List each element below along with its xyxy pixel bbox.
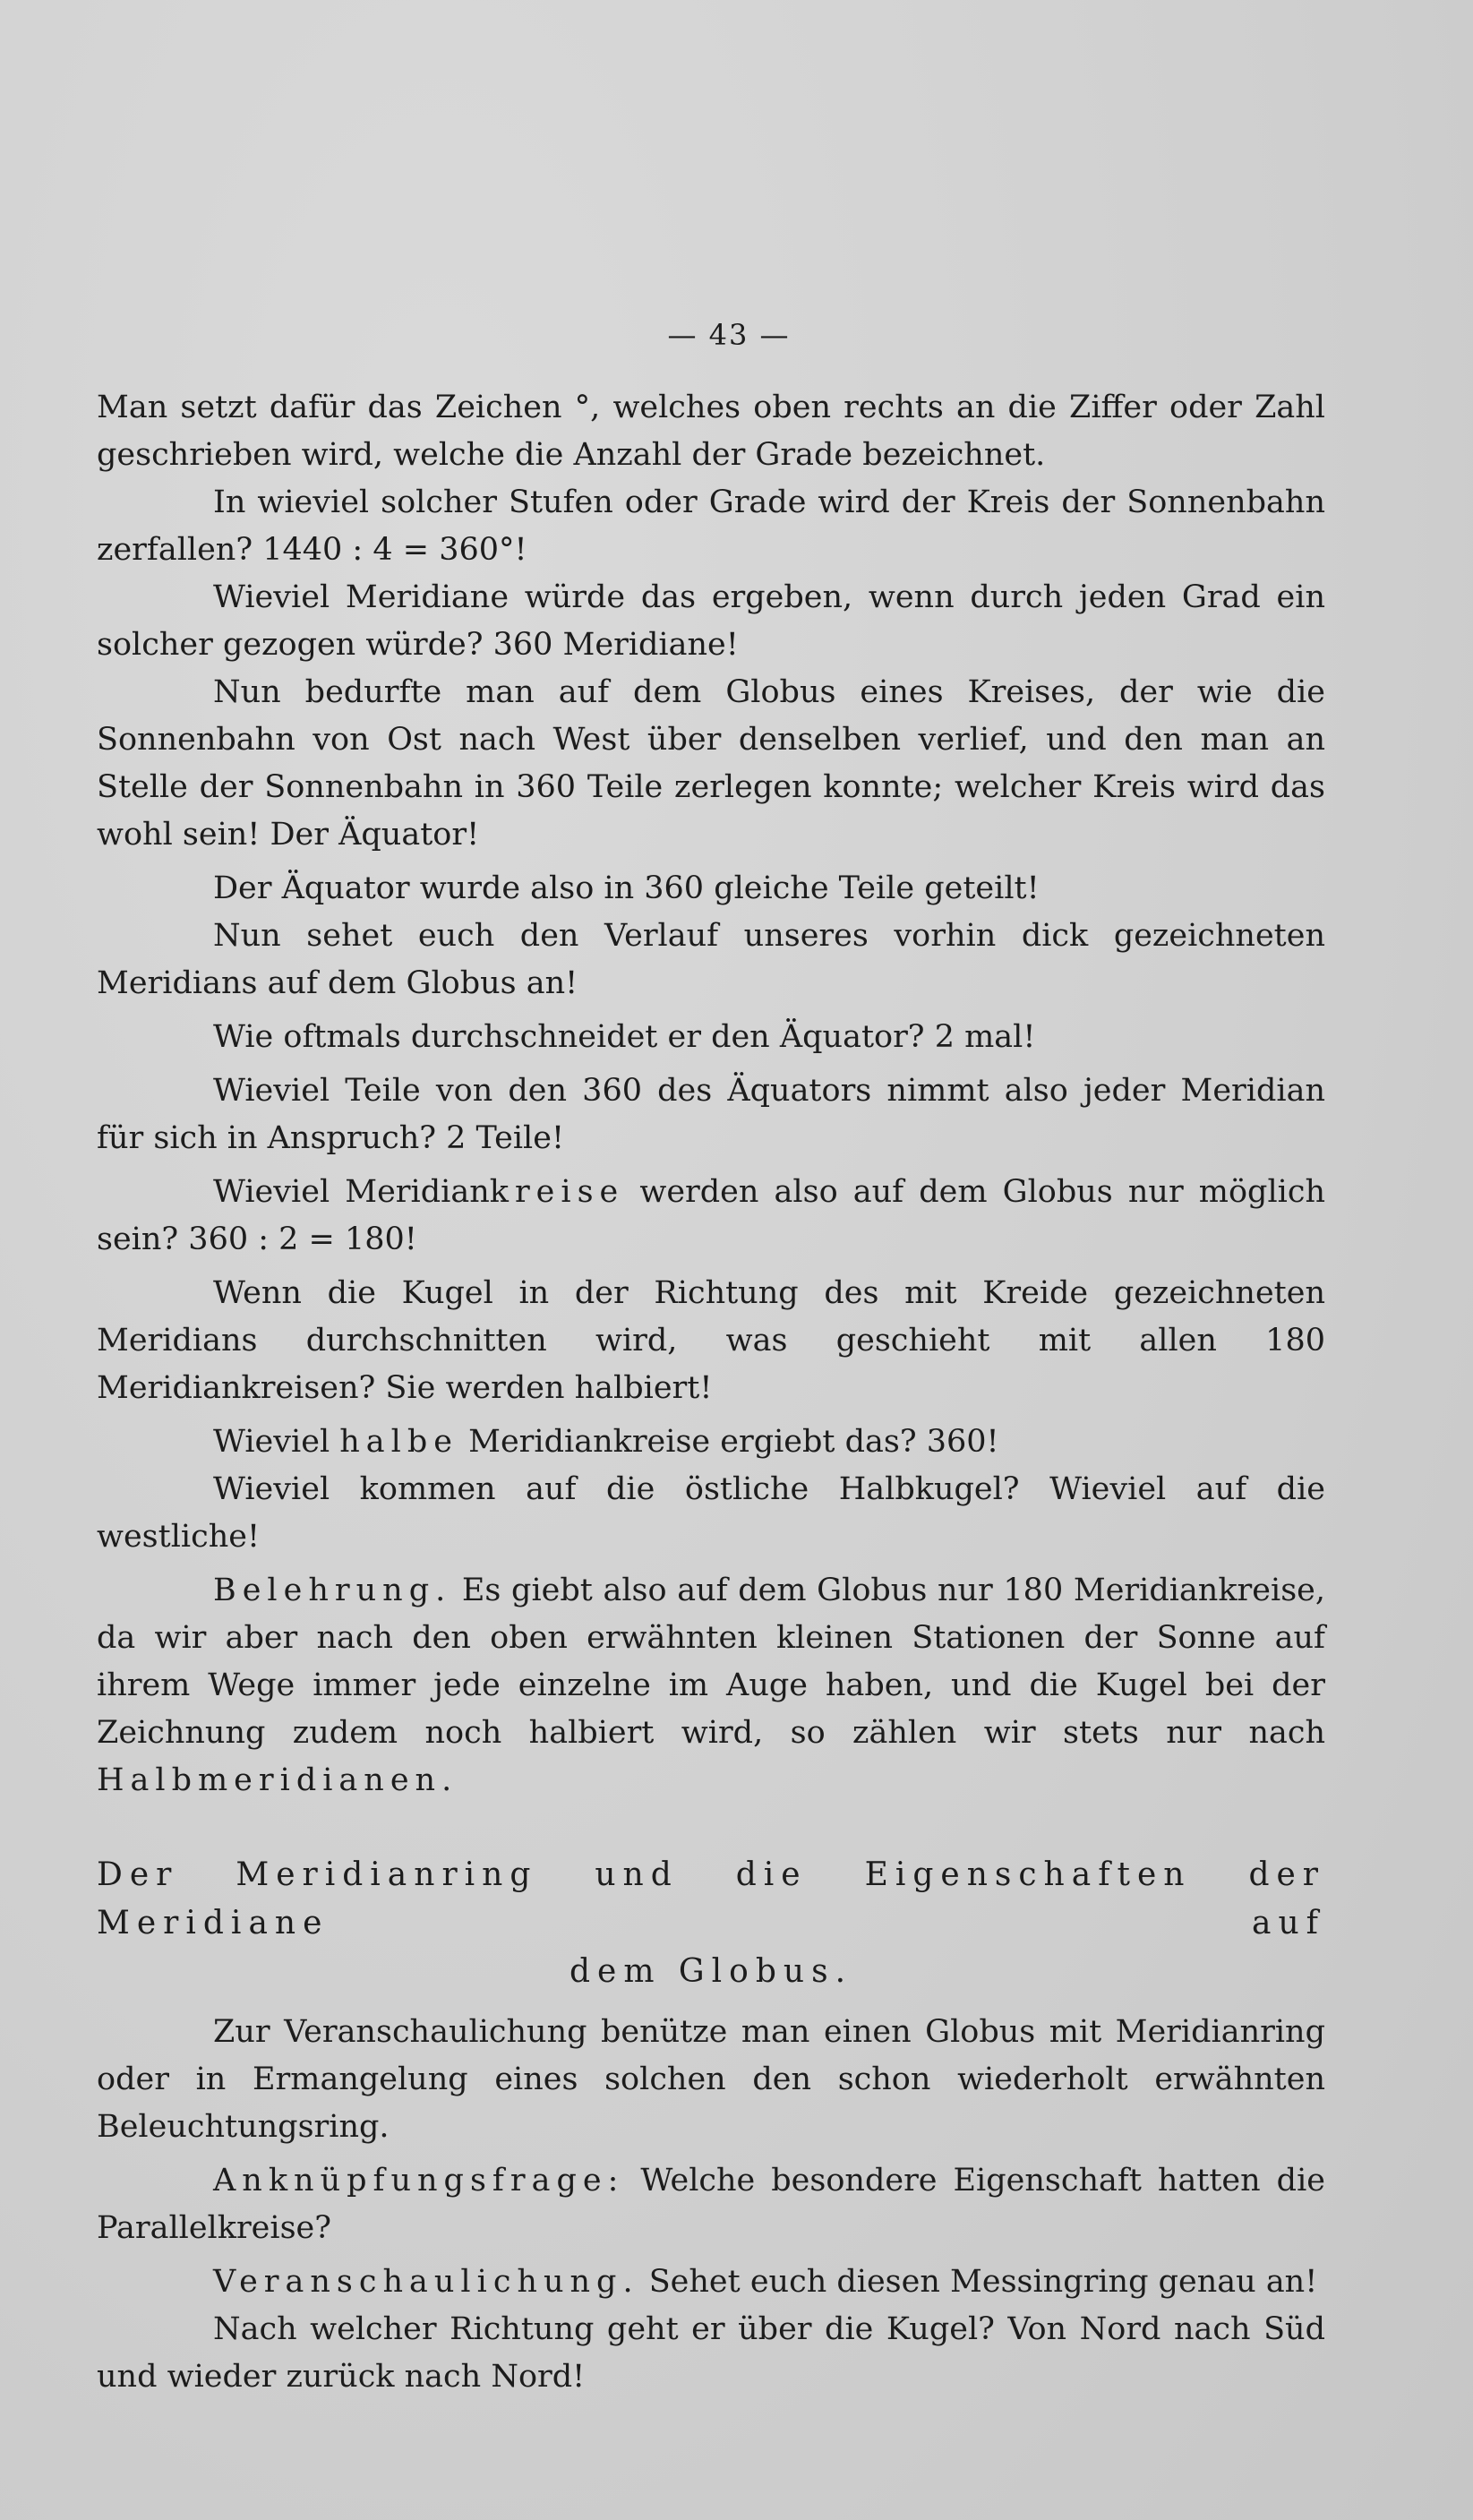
paragraph xyxy=(97,1419,1325,1466)
paragraph: Nun sehet euch den Verlauf unseres vorhin dick gezeichneten Meridians auf dem Globus an! xyxy=(97,918,1325,1001)
paragraph: Wenn die Kugel in der Richtung des mit Kreide gezeichneten Meridians durchschnitten wird, was geschieht mit allen 180 Meridiankreisen? Sie werden halbiert! xyxy=(97,1275,1325,1406)
paragraph: Zur Veranschaulichung benütze man einen Globus mit Meridianring oder in Ermangelung eines solchen den schon wiederholt erwähnten Beleuchtungsring. xyxy=(97,2014,1325,2145)
text-run: Wieviel xyxy=(213,1424,340,1460)
paragraph: In wieviel solcher Stufen oder Grade wird der Kreis der Sonnenbahn zerfallen? 1440 : 4 = 360°! xyxy=(97,484,1325,568)
paragraph xyxy=(97,1567,1325,1804)
spaced-text: halbe xyxy=(339,1424,458,1460)
section-heading xyxy=(97,1851,1325,1996)
book-page xyxy=(97,318,1325,2401)
paragraph: Wieviel Meridiane würde das ergeben, wenn durch jeden Grad ein solcher gezogen würde? 360 Meridiane! xyxy=(97,579,1325,663)
section-heading-line: dem Globus. xyxy=(569,1953,853,1990)
paragraph: Man setzt dafür das Zeichen °, welches oben rechts an die Ziffer oder Zahl geschrieben wird, welche die Anzahl der Grade bezeichnet. xyxy=(97,390,1325,473)
paragraph: Wieviel Teile von den 360 des Äquators nimmt also jeder Meridian für sich in Anspruch? 2 Teile! xyxy=(97,1073,1325,1156)
text-run: Es giebt also auf dem Globus nur 180 Meridiankreise, da wir aber nach den oben erwähnten kleinen Stationen der Sonne auf ihrem Wege immer jede einzelne im Auge haben, und die Kugel bei der Zeichnung zudem noch halbiert wird, so zählen wir stets nur nach xyxy=(97,1573,1325,1751)
paragraph xyxy=(97,2157,1325,2252)
paragraph xyxy=(97,2259,1325,2306)
spaced-text: Veranschaulichung. xyxy=(213,2264,639,2300)
text-run: Meridiankreise ergiebt das? 360! xyxy=(458,1424,999,1460)
text-run: werden also auf dem Globus nur möglich sein? 360 : 2 = 180! xyxy=(97,1174,1325,1257)
paragraph: Der Äquator wurde also in 360 gleiche Teile geteilt! xyxy=(213,870,1040,906)
page-number: — 43 — xyxy=(667,318,791,352)
spaced-text: Anknüpfungsfrage: xyxy=(213,2163,625,2199)
section-heading-line: Der Meridianring und die Eigenschaften der Meridiane auf xyxy=(97,1856,1325,1941)
spaced-text: Belehrung. xyxy=(213,1573,452,1608)
paragraph: Nun bedurfte man auf dem Globus eines Kreises, der wie die Sonnenbahn von Ost nach West über denselben verlief, und den man an Stelle der Sonnenbahn in 360 Teile zerlegen konnte; welcher Kreis wird das wohl sein! Der Äquator! xyxy=(97,674,1325,853)
text-run: Wieviel Meridian xyxy=(213,1174,490,1210)
text-run: Sehet euch diesen Messingring genau an! xyxy=(638,2264,1318,2300)
paragraph: Wieviel kommen auf die östliche Halbkugel? Wieviel auf die westliche! xyxy=(97,1471,1325,1555)
paragraph xyxy=(97,1169,1325,1264)
text-run: Welche besondere Eigenschaft hatten die Parallelkreise? xyxy=(97,2163,1325,2246)
spaced-text: Halbmeridianen. xyxy=(97,1762,458,1798)
spaced-text: kreise xyxy=(489,1174,625,1210)
paragraph: Wie oftmals durchschneidet er den Äquator? 2 mal! xyxy=(213,1019,1036,1055)
paragraph: Nach welcher Richtung geht er über die Kugel? Von Nord nach Süd und wieder zurück nach Nord! xyxy=(97,2311,1325,2395)
